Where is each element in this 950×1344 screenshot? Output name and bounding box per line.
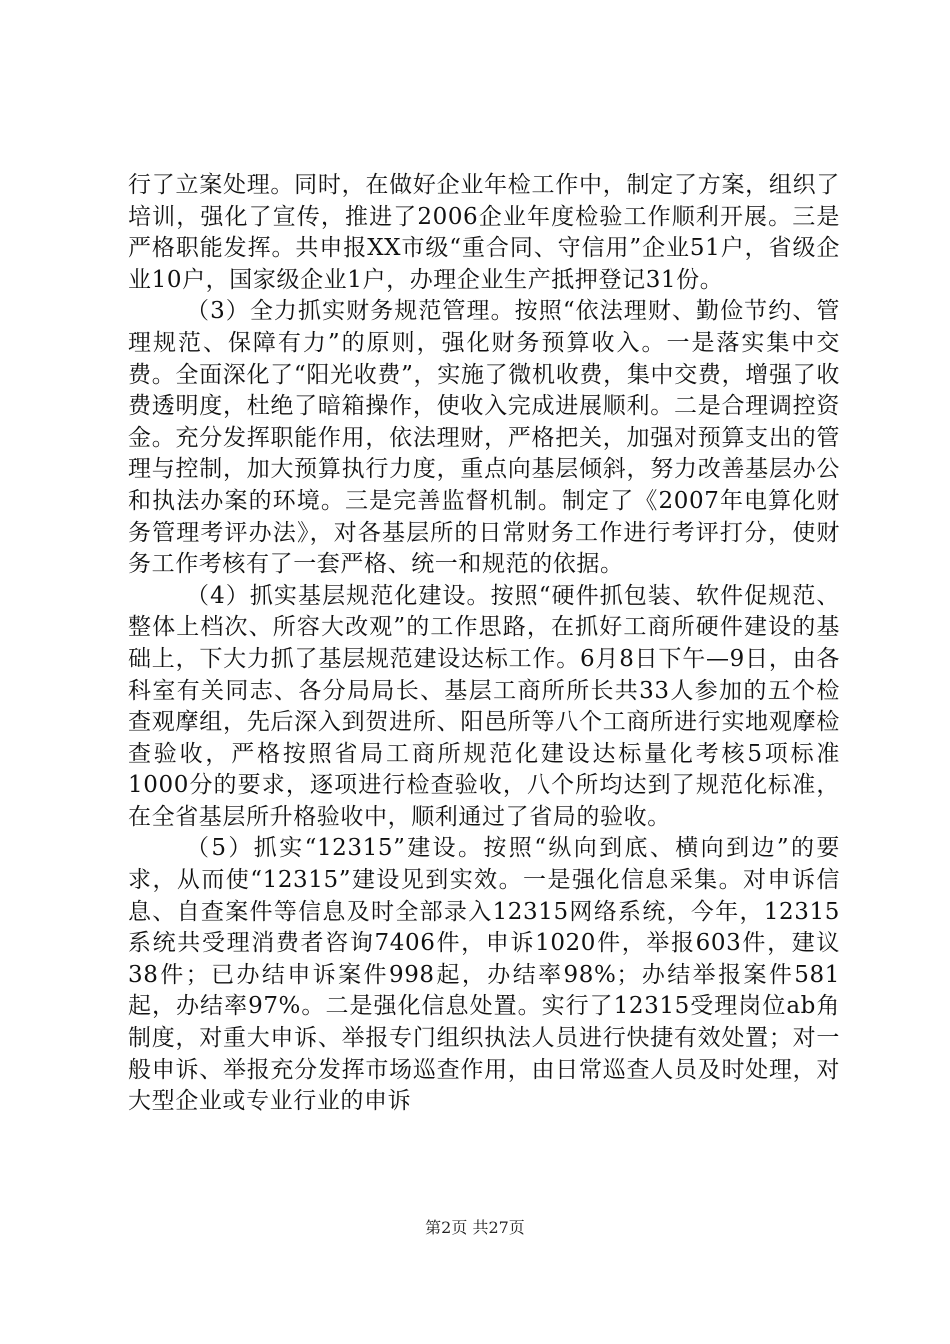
paragraph-2: （3）全力抓实财务规范管理。按照“依法理财、勤俭节约、管理规范、保障有力”的原则，强化财务预算收入。一是落实集中交费。全面深化了“阳光收费”，实施了微机收费，集中交费，增强了收费透明度，杜绝了暗箱操作，使收入完成进展顺利。二是合理调控资金。充分发挥职能作用，依法理财，严格把关，加强对预算支出的管理与控制，加大预算执行力度，重点向基层倾斜，努力改善基层办公和执法办案的环境。三是完善监督机制。制定了《2007年电算化财务管理考评办法》，对各基层所的日常财务工作进行考评打分，使财务工作考核有了一套严格、统一和规范的依据。 bbox=[128, 298, 840, 578]
page-footer: 第2页 共27页 bbox=[425, 1218, 525, 1237]
paragraph-4: （5）抓实“12315”建设。按照“纵向到底、横向到边”的要求，从而使“12315”建设见到实效。一是强化信息采集。对申诉信息、自查案件等信息及时全部录入12315网络系统，今年，12315系统共受理消费者咨询7406件，申诉1020件，举报603件，建议38件；已办结申诉案件998起，办结率98%；办结举报案件581起，办结率97%。二是强化信息处置。实行了12315受理岗位ab角制度，对重大申诉、举报专门组织执法人员进行快捷有效处置；对一般申诉、举报充分发挥市场巡查作用，由日常巡查人员及时处理，对大型企业或专业行业的申诉 bbox=[128, 835, 840, 1115]
paragraph-1: 行了立案处理。同时，在做好企业年检工作中，制定了方案，组织了培训，强化了宣传，推进了2006企业年度检验工作顺利开展。三是严格职能发挥。共申报XX市级“重合同、守信用”企业51户，省级企业10户，国家级企业1户，办理企业生产抵押登记31份。 bbox=[128, 172, 840, 293]
document-body bbox=[128, 170, 840, 1118]
paragraph-3: （4）抓实基层规范化建设。按照“硬件抓包装、软件促规范、整体上档次、所容大改观”的工作思路，在抓好工商所硬件建设的基础上，下大力抓了基层规范建设达标工作。6月8日下午—9日，由各科室有关同志、各分局局长、基层工商所所长共33人参加的五个检查观摩组，先后深入到贺进所、阳邑所等八个工商所进行实地观摩检查验收，严格按照省局工商所规范化建设达标量化考核5项标准1000分的要求，逐项进行检查验收，八个所均达到了规范化标准，在全省基层所升格验收中，顺利通过了省局的验收。 bbox=[128, 582, 840, 830]
